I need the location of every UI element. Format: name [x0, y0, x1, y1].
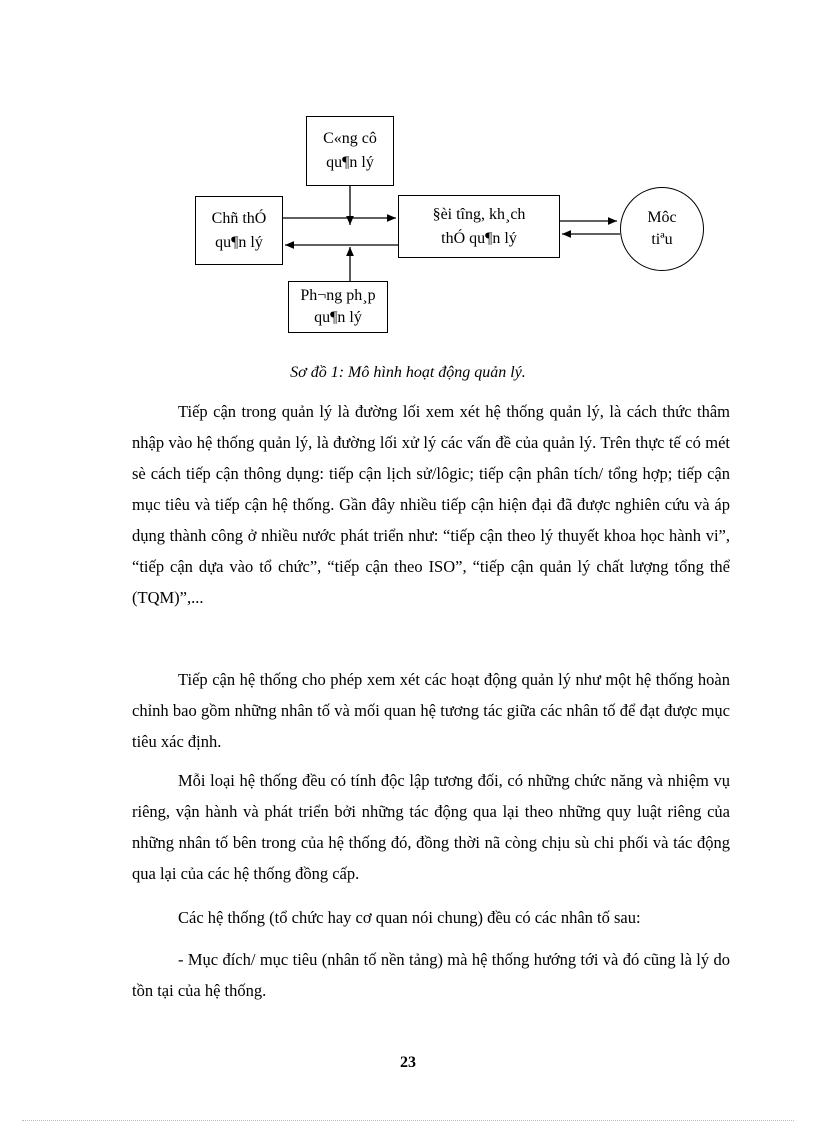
tools-box-line1: C«ng cô — [323, 130, 377, 147]
object-box-line2: thÓ qu¶n lý — [441, 229, 517, 247]
page-number: 23 — [400, 1054, 416, 1071]
subject-box-line1: Chñ thÓ — [211, 209, 267, 227]
subject-box-line2: qu¶n lý — [215, 233, 263, 251]
paragraph-system-approach: Tiếp cận hệ thống cho phép xem xét các hoạt động quản lý như một hệ thống hoàn chỉnh bao gồm những nhân tố và mối quan hệ tương tác giữa các nhân tố để đạt được mục tiêu xác định. — [132, 670, 730, 751]
goal-circle-line1: Môc — [647, 209, 677, 226]
goal-circle — [620, 187, 704, 271]
diagram-arrows — [0, 0, 816, 360]
paragraph-approach: Tiếp cận trong quản lý là đường lối xem xét hệ thống quản lý, là cách thức thâm nhập vào hệ thống quản lý, là đường lối xử lý các vấn đề của quản lý. Trên thực tế có mét sè cách tiếp cận thông dụng: tiếp cận lịch sử/lôgic; tiếp cận phân tích/ tổng hợp; tiếp cận mục tiêu và tiếp cận hệ thống. Gần đây nhiều tiếp cận hiện đại đã được nghiên cứu và áp dụng thành công ở nhiều nước phát triển như: “tiếp cận theo lý thuyết khoa học hành vi”, “tiếp cận dựa vào tổ chức”, “tiếp cận theo ISO”, “tiếp cận quản lý chất lượng tổng thể (TQM)”,... — [132, 402, 730, 607]
tools-box — [306, 116, 394, 186]
goal-circle-line2: tiªu — [651, 231, 673, 248]
methods-box — [288, 281, 388, 333]
methods-box-line2: qu¶n lý — [314, 309, 362, 326]
subject-box — [195, 196, 283, 265]
diagram-caption: Sơ đồ 1: Mô hình hoạt động quản lý. — [290, 364, 526, 381]
paragraph-system-factors: Các hệ thống (tổ chức hay cơ quan nói chung) đều có các nhân tố sau: — [178, 908, 641, 927]
page-bottom-divider — [22, 1120, 794, 1121]
tools-box-line2: qu¶n lý — [326, 154, 374, 171]
object-box — [398, 195, 560, 258]
paragraph-goal-factor: - Mục đích/ mục tiêu (nhân tố nền tảng) mà hệ thống hướng tới và đó cũng là lý do tồn tại của hệ thống. — [132, 950, 730, 1000]
paragraph-system-independence: Mỗi loại hệ thống đều có tính độc lập tương đối, có những chức năng và nhiệm vụ riêng, vận hành và phát triển bởi những tác động qua lại theo những quy luật riêng của những nhân tố bên trong của hệ thống đó, đồng thời nã còng chịu sù chi phối và tác động qua lại của các hệ thống đồng cấp. — [132, 771, 730, 883]
methods-box-line1: Ph¬ng ph¸p — [300, 287, 376, 304]
object-box-line1: §èi tîng, kh¸ch — [432, 205, 526, 223]
